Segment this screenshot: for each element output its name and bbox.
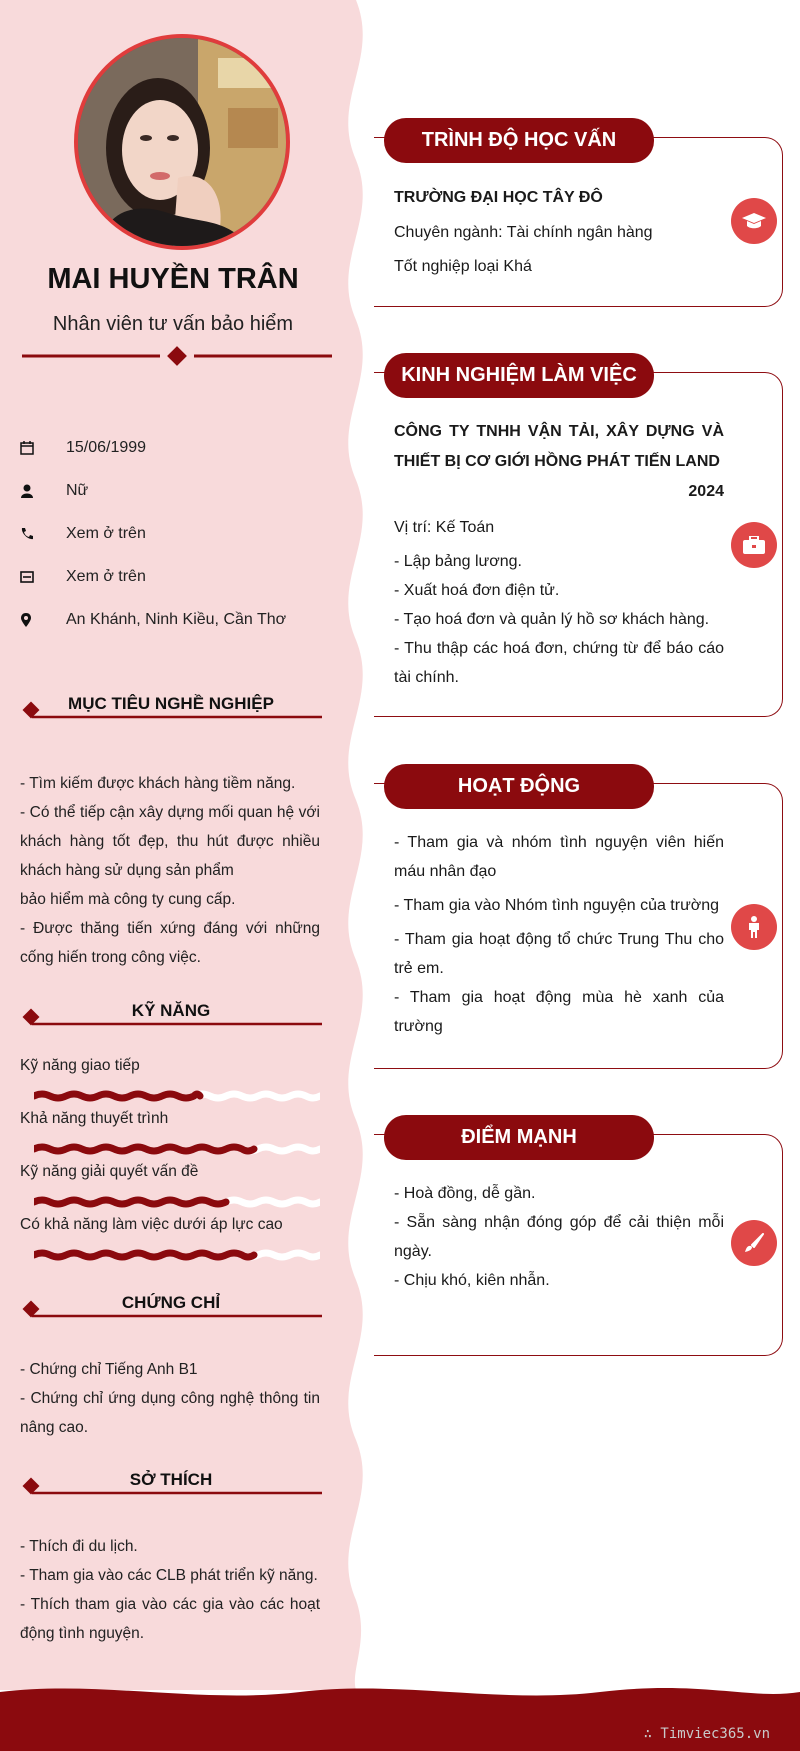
email-icon — [20, 567, 46, 587]
contact-gender — [20, 476, 330, 506]
objective-line: - Tìm kiếm được khách hàng tiềm năng. — [20, 775, 296, 792]
profile-job-title: Nhân viên tư vấn bảo hiểm — [52, 313, 294, 335]
skill-bar-fill — [34, 1094, 200, 1098]
location-icon — [20, 610, 46, 630]
duty-line: - Thu thập các hoá đơn, chứng từ để báo cáo tài chính. — [394, 640, 724, 686]
activity-line: - Tham gia và nhóm tình nguyện viên hiến máu nhân đạo — [394, 834, 724, 880]
contact-email — [20, 562, 330, 592]
education-major: Chuyên ngành: Tài chính ngân hàng — [394, 224, 653, 241]
hobby-line: - Thích tham gia vào các gia vào các hoạt động tình nguyện. — [20, 1596, 320, 1642]
skill-label: Kỹ năng giải quyết vấn đề — [20, 1163, 199, 1180]
objective-heading — [20, 692, 322, 722]
certificate-line: - Chứng chỉ Tiếng Anh B1 — [20, 1361, 198, 1378]
hobby-line: - Tham gia vào các CLB phát triển kỹ năng. — [20, 1567, 318, 1584]
skill-label: Có khả năng làm việc dưới áp lực cao — [20, 1216, 283, 1233]
section-title: CHỨNG CHỈ — [121, 1293, 221, 1312]
profile-name: MAI HUYỀN TRÂN — [47, 263, 299, 295]
experience-position: Vị trí: Kế Toán — [394, 519, 495, 536]
experience-year: 2024 — [688, 483, 724, 500]
contact-phone — [20, 519, 330, 549]
name-divider — [22, 346, 332, 366]
activity-line: - Tham gia hoạt động mùa hè xanh của trường — [394, 989, 724, 1035]
strengths-title: ĐIỂM MẠNH — [384, 1115, 654, 1160]
contact-address — [20, 605, 330, 635]
contact-birthdate — [20, 433, 330, 463]
duty-line: - Xuất hoá đơn điện tử. — [394, 582, 560, 599]
objective-line: - Được thăng tiến xứng đáng với những cống hiến trong công việc. — [20, 920, 320, 966]
briefcase-icon — [731, 522, 777, 568]
footer-brand: ∴ Timviec365.vn — [643, 1726, 770, 1742]
hobby-line: - Thích đi du lịch. — [20, 1538, 138, 1555]
skills-heading — [20, 999, 322, 1029]
hobbies-text — [20, 1532, 320, 1648]
contact-text: An Khánh, Ninh Kiều, Cần Thơ — [66, 611, 287, 628]
activity-line: - Tham gia vào Nhóm tình nguyện của trường — [394, 897, 720, 914]
experience-title: KINH NGHIỆM LÀM VIỆC — [384, 353, 654, 398]
person-icon — [20, 481, 46, 501]
skill-label: Khả năng thuyết trình — [20, 1110, 169, 1127]
experience-duties — [394, 547, 724, 692]
duty-line: - Lập bảng lương. — [394, 553, 522, 570]
contact-text: Xem ở trên — [66, 568, 146, 585]
strength-line: - Chịu khó, kiên nhẫn. — [394, 1272, 550, 1289]
skill-bar — [34, 1089, 320, 1103]
education-grade: Tốt nghiệp loại Khá — [394, 258, 532, 275]
section-title: MỤC TIÊU NGHỀ NGHIỆP — [68, 694, 274, 713]
objective-line: bảo hiểm mà công ty cung cấp. — [20, 891, 236, 908]
education-school: TRƯỜNG ĐẠI HỌC TÂY ĐÔ — [394, 189, 603, 206]
skill-label: Kỹ năng giao tiếp — [20, 1057, 140, 1074]
left-column — [0, 0, 340, 1690]
strengths-text — [394, 1179, 724, 1295]
contact-text: 15/06/1999 — [66, 439, 147, 456]
phone-icon — [20, 524, 46, 544]
skill-bar-fill — [34, 1147, 254, 1151]
experience-company: CÔNG TY TNHH VẬN TẢI, XÂY DỰNG VÀ THIẾT BỊ CƠ GIỚI HỒNG PHÁT TIẾN LAND — [394, 423, 724, 470]
education-title: TRÌNH ĐỘ HỌC VẤN — [384, 118, 654, 163]
contact-text: Xem ở trên — [66, 525, 146, 542]
strength-line: - Hoà đồng, dễ gần. — [394, 1185, 536, 1202]
certificates-heading — [20, 1291, 322, 1321]
activities-title: HOẠT ĐỘNG — [384, 764, 654, 809]
skill-bar-fill — [34, 1200, 226, 1204]
certificates-text — [20, 1355, 320, 1442]
hobbies-heading — [20, 1468, 322, 1498]
activities-text — [394, 828, 724, 1041]
section-title: SỞ THÍCH — [129, 1470, 213, 1489]
duty-line: - Tạo hoá đơn và quản lý hồ sơ khách hàng. — [394, 611, 710, 628]
objective-line: - Có thể tiếp cận xây dựng mối quan hệ với khách hàng tốt đẹp, thu hút được nhiều khách hàng sử dụng sản phẩm — [20, 804, 320, 879]
paintbrush-icon — [731, 1220, 777, 1266]
skill-bar — [34, 1142, 320, 1156]
skill-bar — [34, 1248, 320, 1262]
avatar — [74, 34, 290, 250]
section-title: KỸ NĂNG — [131, 1001, 211, 1020]
calendar-icon — [20, 438, 46, 458]
objective-text — [20, 769, 320, 972]
graduation-cap-icon — [731, 198, 777, 244]
contact-text: Nữ — [66, 482, 89, 499]
strength-line: - Sẵn sàng nhận đóng góp để cải thiện mỗi ngày. — [394, 1214, 724, 1260]
skill-bar — [34, 1195, 320, 1209]
certificate-line: - Chứng chỉ ứng dụng công nghệ thông tin nâng cao. — [20, 1390, 320, 1436]
activity-line: - Tham gia hoạt động tổ chức Trung Thu cho trẻ em. — [394, 931, 724, 977]
skill-bar-fill — [34, 1253, 254, 1257]
person-standing-icon — [731, 904, 777, 950]
